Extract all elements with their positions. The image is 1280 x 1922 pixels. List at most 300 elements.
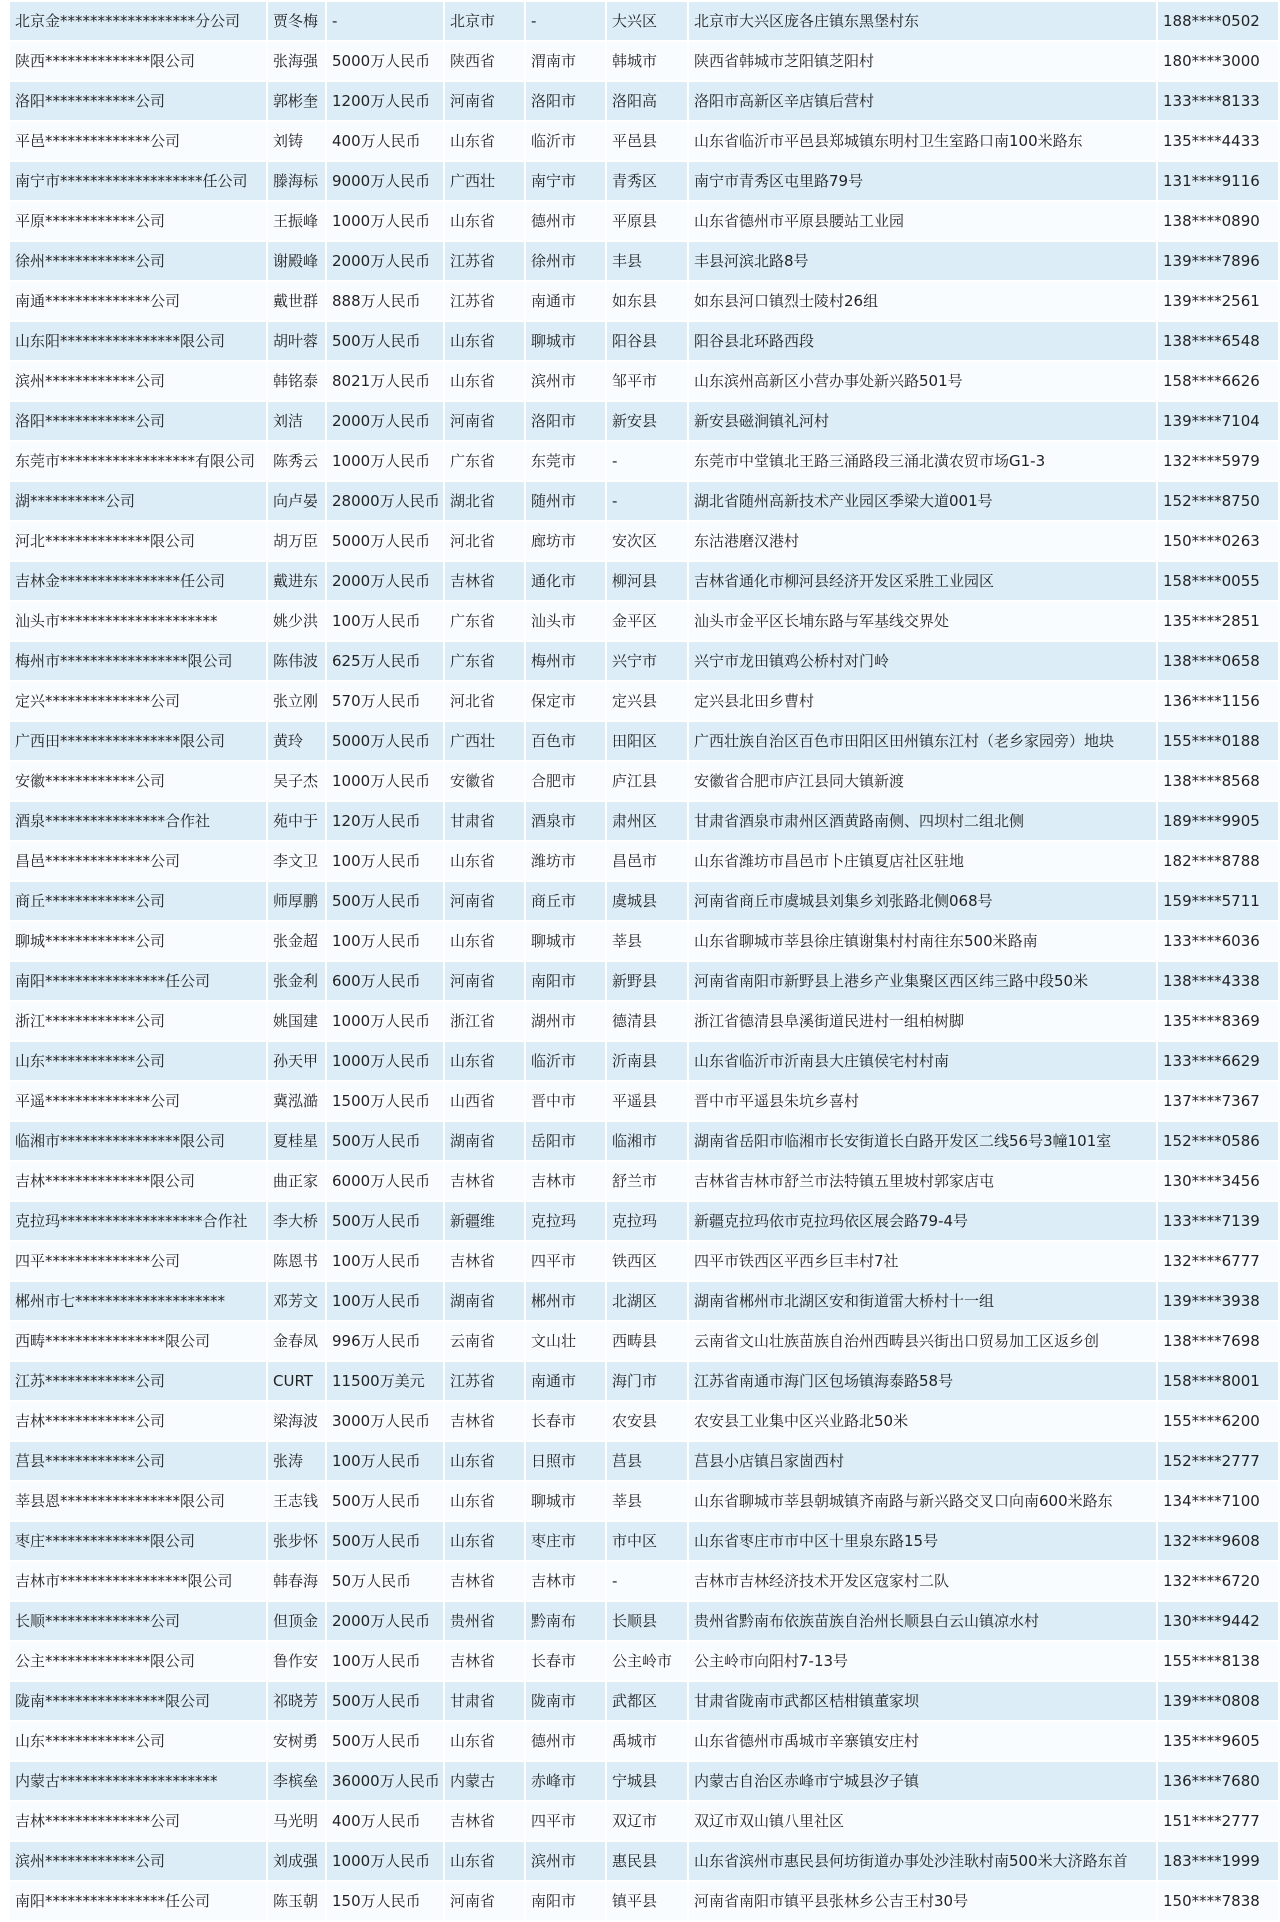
district-cell: 平原县 [606, 201, 688, 241]
capital-cell: 625万人民币 [326, 641, 444, 681]
address-cell: 晋中市平遥县朱坑乡喜村 [688, 1081, 1157, 1121]
capital-cell: 11500万美元 [326, 1361, 444, 1401]
address-cell: 吉林省吉林市舒兰市法特镇五里坡村郭家店屯 [688, 1161, 1157, 1201]
capital-cell: 400万人民币 [326, 121, 444, 161]
district-cell: 铁西区 [606, 1241, 688, 1281]
capital-cell: 1000万人民币 [326, 1041, 444, 1081]
province-cell: 山东省 [444, 121, 525, 161]
city-cell: 南通市 [525, 1361, 606, 1401]
legal-rep-cell: 曲正家 [267, 1161, 326, 1201]
legal-rep-cell: 郭彬奎 [267, 81, 326, 121]
table-row [9, 1201, 1279, 1241]
phone-cell: 135****9605 [1157, 1721, 1279, 1761]
phone-cell: 132****5979 [1157, 441, 1279, 481]
address-cell: 河南省南阳市镇平县张林乡公吉王村30号 [688, 1881, 1157, 1921]
table-row [9, 1241, 1279, 1281]
company-name-cell: 定兴**************公司 [9, 681, 267, 721]
capital-cell: 9000万人民币 [326, 161, 444, 201]
city-cell: 吉林市 [525, 1161, 606, 1201]
city-cell: 赤峰市 [525, 1761, 606, 1801]
legal-rep-cell: 祁晓芳 [267, 1681, 326, 1721]
address-cell: 汕头市金平区长埔东路与军基线交界处 [688, 601, 1157, 641]
city-cell: 德州市 [525, 1721, 606, 1761]
address-cell: 内蒙古自治区赤峰市宁城县汐子镇 [688, 1761, 1157, 1801]
legal-rep-cell: 张海强 [267, 41, 326, 81]
company-name-cell: 滨州************公司 [9, 1841, 267, 1881]
city-cell: - [525, 1, 606, 41]
address-cell: 洛阳市高新区辛店镇后营村 [688, 81, 1157, 121]
phone-cell: 189****9905 [1157, 801, 1279, 841]
table-row [9, 1561, 1279, 1601]
province-cell: 山西省 [444, 1081, 525, 1121]
province-cell: 湖南省 [444, 1281, 525, 1321]
capital-cell: 500万人民币 [326, 1201, 444, 1241]
address-cell: 山东省聊城市莘县朝城镇齐南路与新兴路交叉口向南600米路东 [688, 1481, 1157, 1521]
district-cell: - [606, 481, 688, 521]
table-row [9, 1001, 1279, 1041]
capital-cell: 500万人民币 [326, 321, 444, 361]
address-cell: 云南省文山壮族苗族自治州西畴县兴街出口贸易加工区返乡创 [688, 1321, 1157, 1361]
capital-cell: 600万人民币 [326, 961, 444, 1001]
capital-cell: 50万人民币 [326, 1561, 444, 1601]
province-cell: 贵州省 [444, 1601, 525, 1641]
address-cell: 湖北省随州高新技术产业园区季梁大道001号 [688, 481, 1157, 521]
province-cell: 浙江省 [444, 1001, 525, 1041]
address-cell: 南宁市青秀区屯里路79号 [688, 161, 1157, 201]
capital-cell: 100万人民币 [326, 1241, 444, 1281]
capital-cell: 500万人民币 [326, 1481, 444, 1521]
phone-cell: 152****8750 [1157, 481, 1279, 521]
address-cell: 兴宁市龙田镇鸡公桥村对门岭 [688, 641, 1157, 681]
table-row [9, 1281, 1279, 1321]
address-cell: 陕西省韩城市芝阳镇芝阳村 [688, 41, 1157, 81]
table-row [9, 441, 1279, 481]
table-row [9, 561, 1279, 601]
province-cell: 山东省 [444, 1721, 525, 1761]
legal-rep-cell: 梁海波 [267, 1401, 326, 1441]
legal-rep-cell: 苑中于 [267, 801, 326, 841]
district-cell: 如东县 [606, 281, 688, 321]
city-cell: 洛阳市 [525, 401, 606, 441]
district-cell: 定兴县 [606, 681, 688, 721]
city-cell: 洛阳市 [525, 81, 606, 121]
address-cell: 甘肃省陇南市武都区桔柑镇董家坝 [688, 1681, 1157, 1721]
table-row [9, 1601, 1279, 1641]
capital-cell: - [326, 1, 444, 41]
table-row [9, 281, 1279, 321]
table-row [9, 721, 1279, 761]
city-cell: 随州市 [525, 481, 606, 521]
legal-rep-cell: 李大桥 [267, 1201, 326, 1241]
city-cell: 克拉玛 [525, 1201, 606, 1241]
city-cell: 通化市 [525, 561, 606, 601]
district-cell: 邹平市 [606, 361, 688, 401]
city-cell: 酒泉市 [525, 801, 606, 841]
legal-rep-cell: CURT [267, 1361, 326, 1401]
province-cell: 广西壮 [444, 721, 525, 761]
table-row [9, 1321, 1279, 1361]
phone-cell: 139****7104 [1157, 401, 1279, 441]
province-cell: 湖北省 [444, 481, 525, 521]
company-name-cell: 山东阳****************限公司 [9, 321, 267, 361]
phone-cell: 132****9608 [1157, 1521, 1279, 1561]
table-row [9, 1081, 1279, 1121]
city-cell: 廊坊市 [525, 521, 606, 561]
company-name-cell: 吉林**************公司 [9, 1801, 267, 1841]
phone-cell: 133****7139 [1157, 1201, 1279, 1241]
city-cell: 长春市 [525, 1401, 606, 1441]
address-cell: 定兴县北田乡曹村 [688, 681, 1157, 721]
legal-rep-cell: 金春凤 [267, 1321, 326, 1361]
legal-rep-cell: 滕海标 [267, 161, 326, 201]
legal-rep-cell: 鲁作安 [267, 1641, 326, 1681]
city-cell: 聊城市 [525, 921, 606, 961]
legal-rep-cell: 姚少洪 [267, 601, 326, 641]
capital-cell: 888万人民币 [326, 281, 444, 321]
legal-rep-cell: 胡万臣 [267, 521, 326, 561]
company-name-cell: 南宁市*******************任公司 [9, 161, 267, 201]
district-cell: 昌邑市 [606, 841, 688, 881]
province-cell: 湖南省 [444, 1121, 525, 1161]
table-row [9, 761, 1279, 801]
province-cell: 河南省 [444, 961, 525, 1001]
company-name-cell: 陕西**************限公司 [9, 41, 267, 81]
company-name-cell: 枣庄**************限公司 [9, 1521, 267, 1561]
city-cell: 日照市 [525, 1441, 606, 1481]
city-cell: 德州市 [525, 201, 606, 241]
province-cell: 吉林省 [444, 1641, 525, 1681]
address-cell: 四平市铁西区平西乡巨丰村7社 [688, 1241, 1157, 1281]
phone-cell: 135****2851 [1157, 601, 1279, 641]
province-cell: 山东省 [444, 201, 525, 241]
table-row [9, 1681, 1279, 1721]
district-cell: 丰县 [606, 241, 688, 281]
city-cell: 保定市 [525, 681, 606, 721]
district-cell: - [606, 1561, 688, 1601]
legal-rep-cell: 但顶金 [267, 1601, 326, 1641]
province-cell: 吉林省 [444, 1241, 525, 1281]
province-cell: 山东省 [444, 1441, 525, 1481]
company-name-cell: 湖**********公司 [9, 481, 267, 521]
phone-cell: 132****6777 [1157, 1241, 1279, 1281]
capital-cell: 1000万人民币 [326, 201, 444, 241]
capital-cell: 100万人民币 [326, 601, 444, 641]
phone-cell: 182****8788 [1157, 841, 1279, 881]
table-row [9, 81, 1279, 121]
legal-rep-cell: 师厚鹏 [267, 881, 326, 921]
capital-cell: 1000万人民币 [326, 1841, 444, 1881]
phone-cell: 151****2777 [1157, 1801, 1279, 1841]
province-cell: 吉林省 [444, 561, 525, 601]
province-cell: 河北省 [444, 681, 525, 721]
address-cell: 安徽省合肥市庐江县同大镇新渡 [688, 761, 1157, 801]
city-cell: 滨州市 [525, 1841, 606, 1881]
district-cell: 安次区 [606, 521, 688, 561]
legal-rep-cell: 冀泓澔 [267, 1081, 326, 1121]
city-cell: 南阳市 [525, 1881, 606, 1921]
address-cell: 莒县小店镇吕家崮西村 [688, 1441, 1157, 1481]
district-cell: 莒县 [606, 1441, 688, 1481]
company-name-cell: 洛阳************公司 [9, 401, 267, 441]
table-row [9, 841, 1279, 881]
city-cell: 汕头市 [525, 601, 606, 641]
company-name-cell: 南通**************公司 [9, 281, 267, 321]
district-cell: 镇平县 [606, 1881, 688, 1921]
capital-cell: 150万人民币 [326, 1881, 444, 1921]
city-cell: 文山壮 [525, 1321, 606, 1361]
province-cell: 吉林省 [444, 1561, 525, 1601]
city-cell: 南阳市 [525, 961, 606, 1001]
address-cell: 湖南省郴州市北湖区安和街道雷大桥村十一组 [688, 1281, 1157, 1321]
district-cell: - [606, 441, 688, 481]
legal-rep-cell: 刘洁 [267, 401, 326, 441]
address-cell: 东沽港磨汉港村 [688, 521, 1157, 561]
company-name-cell: 洛阳************公司 [9, 81, 267, 121]
city-cell: 四平市 [525, 1241, 606, 1281]
table-row [9, 1641, 1279, 1681]
capital-cell: 120万人民币 [326, 801, 444, 841]
phone-cell: 136****1156 [1157, 681, 1279, 721]
phone-cell: 133****6629 [1157, 1041, 1279, 1081]
address-cell: 山东省德州市平原县腰站工业园 [688, 201, 1157, 241]
legal-rep-cell: 陈伟波 [267, 641, 326, 681]
city-cell: 潍坊市 [525, 841, 606, 881]
capital-cell: 500万人民币 [326, 1521, 444, 1561]
city-cell: 滨州市 [525, 361, 606, 401]
table-row [9, 881, 1279, 921]
legal-rep-cell: 姚国建 [267, 1001, 326, 1041]
city-cell: 临沂市 [525, 1041, 606, 1081]
phone-cell: 188****0502 [1157, 1, 1279, 41]
table-row [9, 1, 1279, 41]
table-row [9, 41, 1279, 81]
phone-cell: 183****1999 [1157, 1841, 1279, 1881]
phone-cell: 180****3000 [1157, 41, 1279, 81]
city-cell: 聊城市 [525, 1481, 606, 1521]
province-cell: 山东省 [444, 921, 525, 961]
address-cell: 山东省临沂市沂南县大庄镇侯宅村村南 [688, 1041, 1157, 1081]
company-name-cell: 吉林金****************任公司 [9, 561, 267, 601]
phone-cell: 136****7680 [1157, 1761, 1279, 1801]
province-cell: 广东省 [444, 441, 525, 481]
company-name-cell: 山东************公司 [9, 1041, 267, 1081]
city-cell: 枣庄市 [525, 1521, 606, 1561]
company-name-cell: 四平**************公司 [9, 1241, 267, 1281]
table-row [9, 161, 1279, 201]
district-cell: 兴宁市 [606, 641, 688, 681]
district-cell: 沂南县 [606, 1041, 688, 1081]
phone-cell: 150****7838 [1157, 1881, 1279, 1921]
city-cell: 岳阳市 [525, 1121, 606, 1161]
capital-cell: 2000万人民币 [326, 561, 444, 601]
district-cell: 北湖区 [606, 1281, 688, 1321]
company-name-cell: 内蒙古********************* [9, 1761, 267, 1801]
legal-rep-cell: 戴世群 [267, 281, 326, 321]
table-row [9, 1361, 1279, 1401]
address-cell: 江苏省南通市海门区包场镇海泰路58号 [688, 1361, 1157, 1401]
legal-rep-cell: 张立刚 [267, 681, 326, 721]
company-name-cell: 昌邑**************公司 [9, 841, 267, 881]
legal-rep-cell: 陈恩书 [267, 1241, 326, 1281]
phone-cell: 158****0055 [1157, 561, 1279, 601]
phone-cell: 138****4338 [1157, 961, 1279, 1001]
capital-cell: 2000万人民币 [326, 401, 444, 441]
address-cell: 山东省聊城市莘县徐庄镇谢集村村南往东500米路南 [688, 921, 1157, 961]
legal-rep-cell: 安树勇 [267, 1721, 326, 1761]
capital-cell: 1000万人民币 [326, 761, 444, 801]
capital-cell: 28000万人民币 [326, 481, 444, 521]
address-cell: 新安县磁涧镇礼河村 [688, 401, 1157, 441]
province-cell: 江苏省 [444, 1361, 525, 1401]
address-cell: 甘肃省酒泉市肃州区酒黄路南侧、四坝村二组北侧 [688, 801, 1157, 841]
table-row [9, 1161, 1279, 1201]
province-cell: 甘肃省 [444, 1681, 525, 1721]
company-name-cell: 商丘************公司 [9, 881, 267, 921]
district-cell: 农安县 [606, 1401, 688, 1441]
phone-cell: 139****2561 [1157, 281, 1279, 321]
table-row [9, 641, 1279, 681]
capital-cell: 8021万人民币 [326, 361, 444, 401]
legal-rep-cell: 吴子杰 [267, 761, 326, 801]
address-cell: 山东省滨州市惠民县何坊街道办事处沙洼耿村南500米大济路东首 [688, 1841, 1157, 1881]
province-cell: 吉林省 [444, 1801, 525, 1841]
table-row [9, 601, 1279, 641]
company-name-cell: 浙江************公司 [9, 1001, 267, 1041]
capital-cell: 500万人民币 [326, 881, 444, 921]
phone-cell: 138****0658 [1157, 641, 1279, 681]
city-cell: 徐州市 [525, 241, 606, 281]
city-cell: 长春市 [525, 1641, 606, 1681]
legal-rep-cell: 黄玲 [267, 721, 326, 761]
phone-cell: 155****8138 [1157, 1641, 1279, 1681]
capital-cell: 500万人民币 [326, 1681, 444, 1721]
table-row [9, 1401, 1279, 1441]
address-cell: 山东省临沂市平邑县郑城镇东明村卫生室路口南100米路东 [688, 121, 1157, 161]
legal-rep-cell: 刘成强 [267, 1841, 326, 1881]
province-cell: 山东省 [444, 841, 525, 881]
address-cell: 山东滨州高新区小营办事处新兴路501号 [688, 361, 1157, 401]
district-cell: 禹城市 [606, 1721, 688, 1761]
phone-cell: 155****6200 [1157, 1401, 1279, 1441]
company-name-cell: 吉林************公司 [9, 1401, 267, 1441]
district-cell: 莘县 [606, 921, 688, 961]
company-name-cell: 莘县恩****************限公司 [9, 1481, 267, 1521]
legal-rep-cell: 韩铭泰 [267, 361, 326, 401]
province-cell: 河南省 [444, 81, 525, 121]
city-cell: 临沂市 [525, 121, 606, 161]
table-row [9, 961, 1279, 1001]
district-cell: 金平区 [606, 601, 688, 641]
province-cell: 山东省 [444, 321, 525, 361]
table-row [9, 1761, 1279, 1801]
province-cell: 山东省 [444, 1041, 525, 1081]
company-table [8, 0, 1280, 1922]
address-cell: 广西壮族自治区百色市田阳区田州镇东江村（老乡家园旁）地块 [688, 721, 1157, 761]
phone-cell: 134****7100 [1157, 1481, 1279, 1521]
province-cell: 山东省 [444, 361, 525, 401]
capital-cell: 100万人民币 [326, 921, 444, 961]
table-row [9, 1121, 1279, 1161]
capital-cell: 1000万人民币 [326, 1001, 444, 1041]
company-name-cell: 南阳****************任公司 [9, 1881, 267, 1921]
capital-cell: 100万人民币 [326, 841, 444, 881]
phone-cell: 158****6626 [1157, 361, 1279, 401]
district-cell: 西畴县 [606, 1321, 688, 1361]
company-name-cell: 安徽************公司 [9, 761, 267, 801]
address-cell: 如东县河口镇烈士陵村26组 [688, 281, 1157, 321]
table-row [9, 681, 1279, 721]
province-cell: 甘肃省 [444, 801, 525, 841]
table-row [9, 481, 1279, 521]
address-cell: 湖南省岳阳市临湘市长安街道长白路开发区二线56号3幢101室 [688, 1121, 1157, 1161]
district-cell: 双辽市 [606, 1801, 688, 1841]
legal-rep-cell: 张涛 [267, 1441, 326, 1481]
table-row [9, 241, 1279, 281]
city-cell: 南通市 [525, 281, 606, 321]
table-row [9, 401, 1279, 441]
district-cell: 柳河县 [606, 561, 688, 601]
phone-cell: 133****6036 [1157, 921, 1279, 961]
legal-rep-cell: 马光明 [267, 1801, 326, 1841]
company-name-cell: 平原************公司 [9, 201, 267, 241]
province-cell: 河南省 [444, 881, 525, 921]
province-cell: 北京市 [444, 1, 525, 41]
company-name-cell: 克拉玛*******************合作社 [9, 1201, 267, 1241]
table-row [9, 1721, 1279, 1761]
capital-cell: 5000万人民币 [326, 721, 444, 761]
address-cell: 北京市大兴区庞各庄镇东黑堡村东 [688, 1, 1157, 41]
company-name-cell: 梅州市*****************限公司 [9, 641, 267, 681]
phone-cell: 138****0890 [1157, 201, 1279, 241]
district-cell: 大兴区 [606, 1, 688, 41]
city-cell: 聊城市 [525, 321, 606, 361]
province-cell: 吉林省 [444, 1161, 525, 1201]
district-cell: 庐江县 [606, 761, 688, 801]
province-cell: 河北省 [444, 521, 525, 561]
province-cell: 新疆维 [444, 1201, 525, 1241]
company-name-cell: 酒泉****************合作社 [9, 801, 267, 841]
company-name-cell: 吉林市*****************限公司 [9, 1561, 267, 1601]
company-name-cell: 汕头市********************* [9, 601, 267, 641]
province-cell: 山东省 [444, 1481, 525, 1521]
district-cell: 临湘市 [606, 1121, 688, 1161]
legal-rep-cell: 邓芳文 [267, 1281, 326, 1321]
capital-cell: 1000万人民币 [326, 441, 444, 481]
phone-cell: 131****9116 [1157, 161, 1279, 201]
address-cell: 浙江省德清县阜溪街道民进村一组柏树脚 [688, 1001, 1157, 1041]
capital-cell: 1500万人民币 [326, 1081, 444, 1121]
phone-cell: 152****0586 [1157, 1121, 1279, 1161]
phone-cell: 152****2777 [1157, 1441, 1279, 1481]
city-cell: 东莞市 [525, 441, 606, 481]
address-cell: 农安县工业集中区兴业路北50米 [688, 1401, 1157, 1441]
company-name-cell: 平遥**************公司 [9, 1081, 267, 1121]
legal-rep-cell: 王振峰 [267, 201, 326, 241]
capital-cell: 6000万人民币 [326, 1161, 444, 1201]
city-cell: 百色市 [525, 721, 606, 761]
legal-rep-cell: 戴进东 [267, 561, 326, 601]
district-cell: 市中区 [606, 1521, 688, 1561]
legal-rep-cell: 王志钱 [267, 1481, 326, 1521]
phone-cell: 132****6720 [1157, 1561, 1279, 1601]
district-cell: 青秀区 [606, 161, 688, 201]
province-cell: 内蒙古 [444, 1761, 525, 1801]
address-cell: 山东省枣庄市市中区十里泉东路15号 [688, 1521, 1157, 1561]
table-row [9, 1441, 1279, 1481]
district-cell: 德清县 [606, 1001, 688, 1041]
phone-cell: 130****9442 [1157, 1601, 1279, 1641]
address-cell: 新疆克拉玛依市克拉玛依区展会路79-4号 [688, 1201, 1157, 1241]
